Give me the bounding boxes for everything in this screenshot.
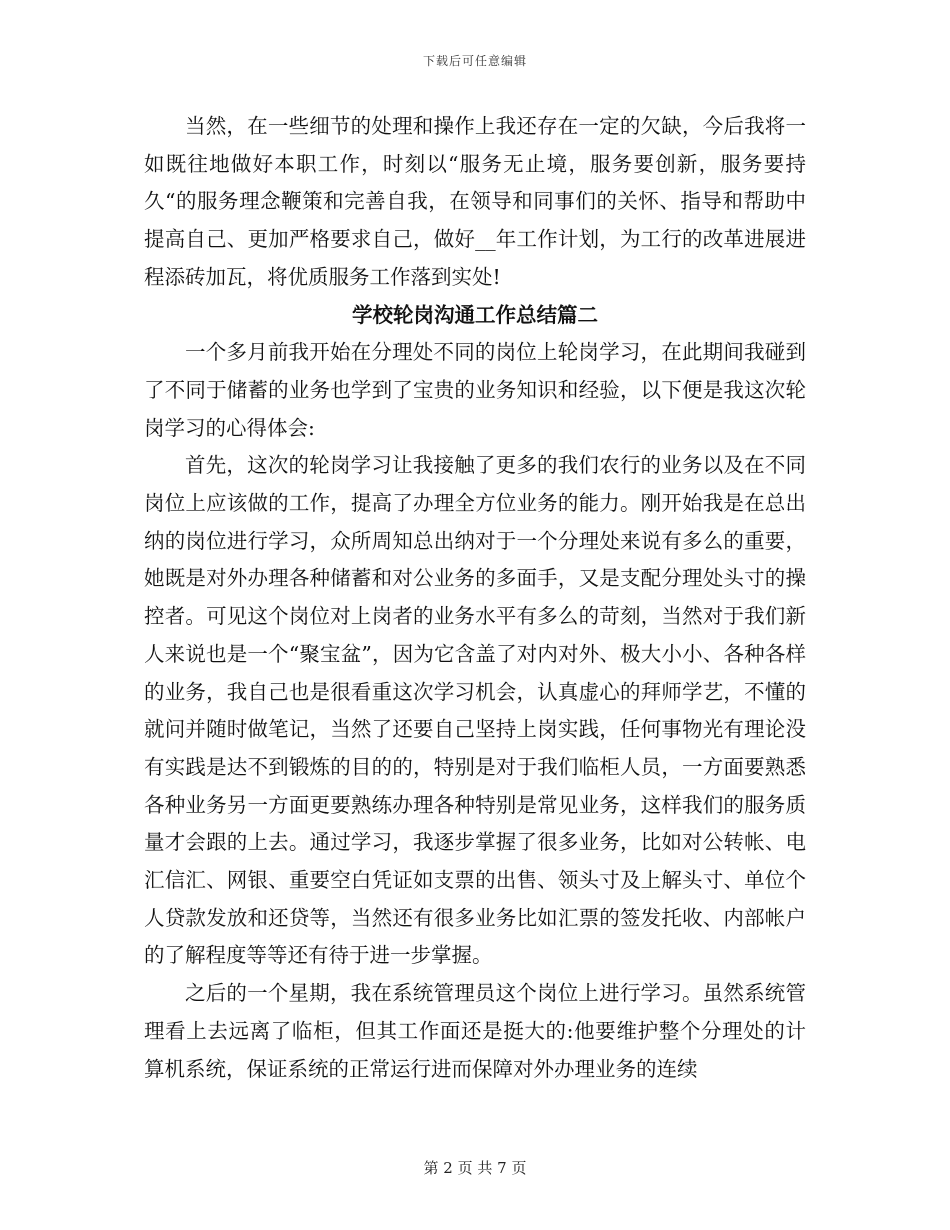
page-header-note: 下载后可任意编辑: [422, 54, 527, 68]
section-title: 学校轮岗沟通工作总结篇二: [352, 302, 598, 327]
paragraph-second: 之后的一个星期，我在系统管理员这个岗位上进行学习。虽然系统管理看上去远离了临柜，但其工作面还是挺大的:他要维护整个分理处的计算机系统，保证系统的正常运行进而保障对外办理业务的连续: [144, 981, 806, 1081]
paragraph-intro: 一个多月前我开始在分理处不同的岗位上轮岗学习，在此期间我碰到了不同于储蓄的业务也学到了宝贵的业务知识和经验，以下便是我这次轮岗学习的心得体会:: [144, 340, 806, 440]
page-number: 第 2 页 共 7 页: [423, 1159, 527, 1177]
document-body: [144, 108, 806, 1088]
paragraph-closing: 当然，在一些细节的处理和操作上我还存在一定的欠缺，今后我将一如既往地做好本职工作，时刻以“服务无止境，服务要创新，服务要持久“的服务理念鞭策和完善自我，在领导和同事们的关怀、指导和帮助中提高自己、更加严格要求自己，做好__年工作计划，为工行的改革进展进程添砖加瓦，将优质服务工作落到实处!: [144, 114, 806, 289]
paragraph-first: 首先，这次的轮岗学习让我接触了更多的我们农行的业务以及在不同岗位上应该做的工作，提高了办理全方位业务的能力。刚开始我是在总出纳的岗位进行学习，众所周知总出纳对于一个分理处来说有多么的重要，她既是对外办理各种储蓄和对公业务的多面手，又是支配分理处头寸的操控者。可见这个岗位对上岗者的业务水平有多么的苛刻，当然对于我们新人来说也是一个“聚宝盆”，因为它含盖了对内对外、极大小小、各种各样的业务，我自己也是很看重这次学习机会，认真虚心的拜师学艺，不懂的就问并随时做笔记，当然了还要自己坚持上岗实践，任何事物光有理论没有实践是达不到锻炼的目的的，特别是对于我们临柜人员，一方面要熟悉各种业务另一方面更要熟练办理各种特别是常见业务，这样我们的服务质量才会跟的上去。通过学习，我逐步掌握了很多业务，比如对公转帐、电汇信汇、网银、重要空白凭证如支票的出售、领头寸及上解头寸、单位个人贷款发放和还贷等，当然还有很多业务比如汇票的签发托收、内部帐户的了解程度等等还有待于进一步掌握。: [144, 453, 806, 968]
